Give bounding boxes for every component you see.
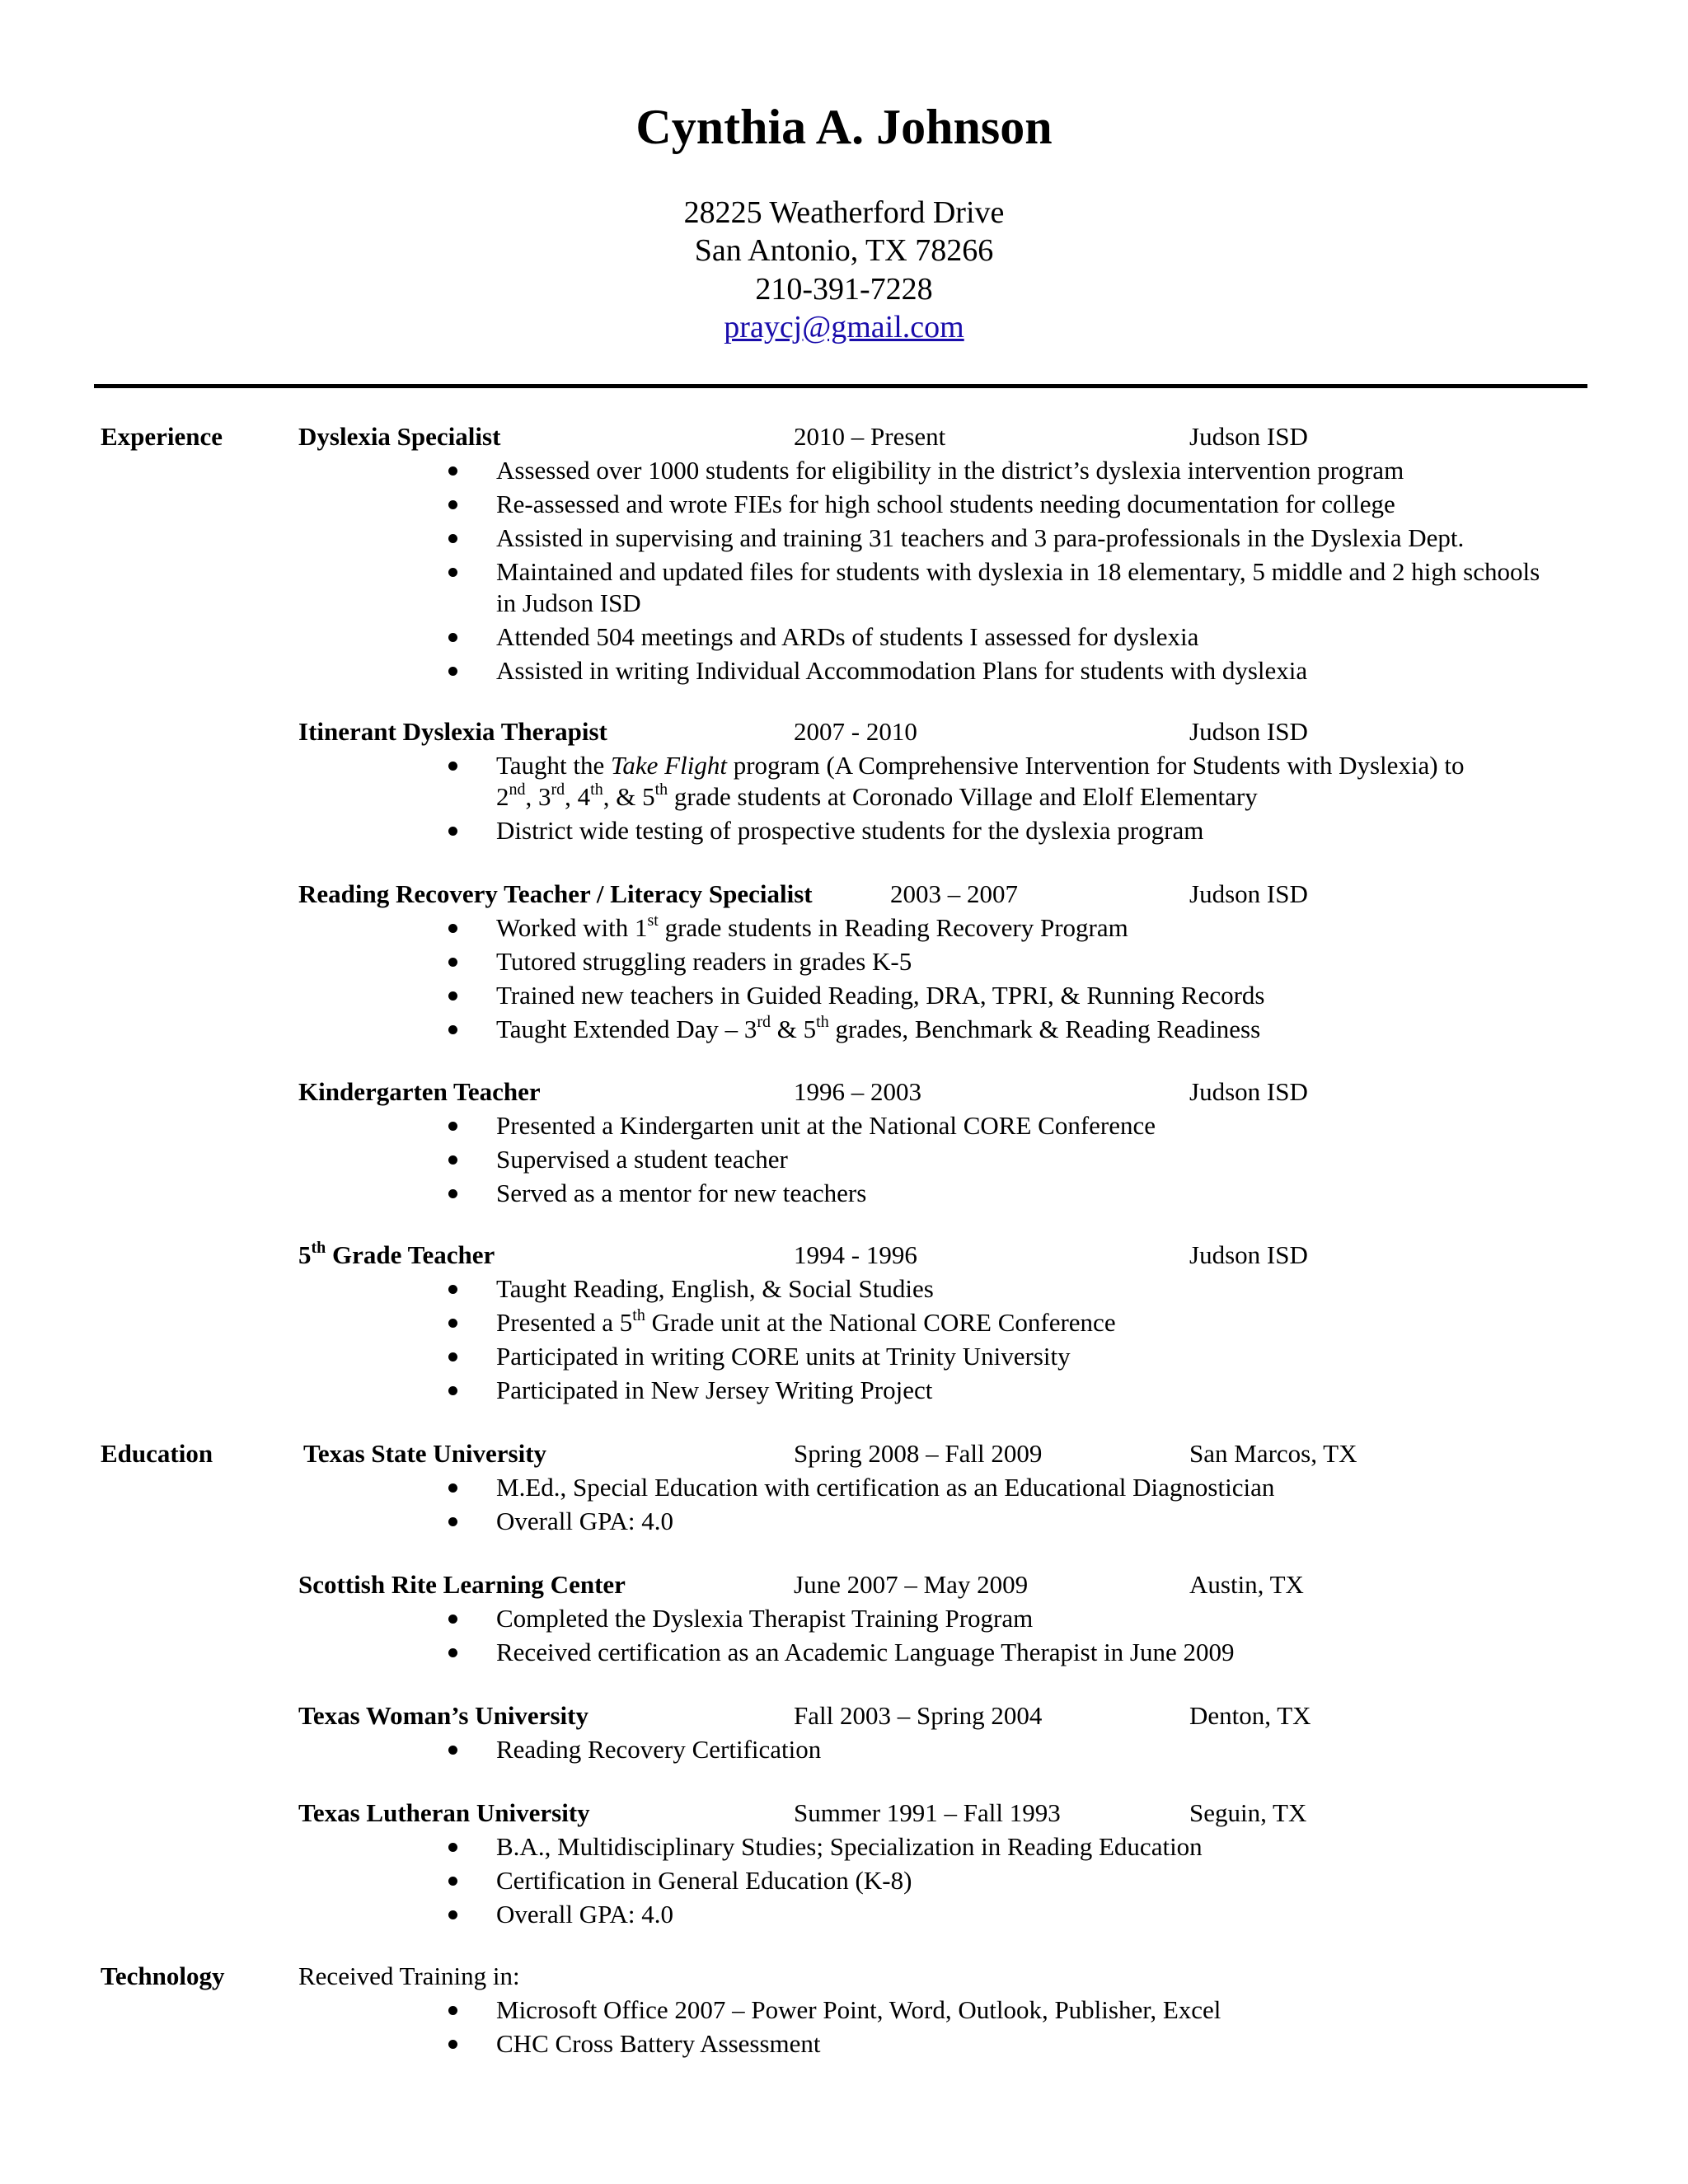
school-name: Scottish Rite Learning Center [298, 1570, 626, 1599]
bullet-icon [448, 958, 457, 967]
bullet-item: CHC Cross Battery Assessment [0, 2028, 1688, 2060]
bullet-icon [448, 1122, 457, 1131]
bullet-item: Participated in writing CORE units at Trinity University [0, 1341, 1688, 1372]
bullet-item: M.Ed., Special Education with certification as an Educational Diagnostician [0, 1472, 1688, 1503]
bullet-item: Re-assessed and wrote FIEs for high school students needing documentation for college [0, 489, 1688, 520]
school-location: Seguin, TX [1189, 1798, 1307, 1827]
school-name: Texas Woman’s University [298, 1701, 588, 1730]
job-bullets [0, 1110, 1688, 1212]
school-location: Austin, TX [1189, 1570, 1304, 1599]
bullet-icon [448, 1483, 457, 1493]
section-label-education: Education [101, 1439, 213, 1468]
bullet-item: Reading Recovery Certification [0, 1734, 1688, 1765]
bullet-item: Received certification as an Academic Language Therapist in June 2009 [0, 1637, 1688, 1668]
bullet-icon [448, 534, 457, 543]
bullet-icon [448, 827, 457, 836]
bullet-icon [448, 1746, 457, 1755]
school-dates: Fall 2003 – Spring 2004 [794, 1701, 1043, 1730]
bullet-item: District wide testing of prospective students for the dyslexia program [0, 815, 1688, 846]
bullet-icon [448, 1285, 457, 1294]
job-employer: Judson ISD [1189, 879, 1308, 908]
job-bullets [0, 1273, 1688, 1408]
bullet-icon [448, 568, 457, 577]
school-name: Texas Lutheran University [298, 1798, 590, 1827]
bullet-icon [448, 1910, 457, 1919]
bullet-icon [448, 1517, 457, 1526]
school-bullets [0, 1603, 1688, 1671]
job-title: Kindergarten Teacher [298, 1077, 541, 1106]
school-dates: Spring 2008 – Fall 2009 [794, 1439, 1043, 1468]
bullet-item: Tutored struggling readers in grades K-5 [0, 946, 1688, 977]
job-title: 5th Grade Teacher [298, 1238, 495, 1269]
bullet-item: Trained new teachers in Guided Reading, DRA, TPRI, & Running Records [0, 980, 1688, 1011]
job-employer: Judson ISD [1189, 1077, 1308, 1106]
bullet-icon [448, 1025, 457, 1034]
bullet-icon [448, 762, 457, 771]
bullet-icon [448, 633, 457, 642]
bullet-item: Served as a mentor for new teachers [0, 1178, 1688, 1209]
bullet-item: Worked with 1st grade students in Reading Recovery Program [0, 912, 1688, 944]
bullet-item: Supervised a student teacher [0, 1144, 1688, 1175]
bullet-icon [448, 1843, 457, 1852]
school-dates: June 2007 – May 2009 [794, 1570, 1029, 1599]
job-employer: Judson ISD [1189, 422, 1308, 451]
bullet-item: Taught Reading, English, & Social Studies [0, 1273, 1688, 1305]
bullet-item: Assisted in writing Individual Accommodation Plans for students with dyslexia [0, 655, 1688, 687]
school-bullets [0, 1472, 1688, 1540]
job-dates: 1996 – 2003 [794, 1077, 921, 1106]
bullet-item: Taught the Take Flight program (A Comprehensive Intervention for Students with Dyslexia) to 2nd, 3rd, 4th, & 5th grade students at Coronado Village and Elolf Elementary [0, 750, 1688, 813]
bullet-item: Maintained and updated files for students with dyslexia in 18 elementary, 5 middle and 2 high schools in Judson ISD [0, 556, 1688, 619]
bullet-icon [448, 667, 457, 676]
bullet-item: Microsoft Office 2007 – Power Point, Word, Outlook, Publisher, Excel [0, 1994, 1688, 2026]
bullet-icon [448, 1386, 457, 1395]
bullet-item: Assessed over 1000 students for eligibility in the district’s dyslexia intervention program [0, 455, 1688, 486]
email-row [0, 308, 1688, 346]
bullet-item: Overall GPA: 4.0 [0, 1899, 1688, 1930]
job-dates: 2003 – 2007 [890, 879, 1018, 908]
technology-intro: Received Training in: [298, 1961, 520, 1990]
bullet-item: Certification in General Education (K-8) [0, 1865, 1688, 1896]
job-employer: Judson ISD [1189, 1240, 1308, 1269]
job-bullets [0, 750, 1688, 849]
bullet-icon [448, 2040, 457, 2049]
bullet-icon [448, 1352, 457, 1361]
bullet-item: Assisted in supervising and training 31 teachers and 3 para-professionals in the Dyslexia Dept. [0, 523, 1688, 554]
school-name: Texas State University [303, 1439, 547, 1468]
bullet-icon [448, 500, 457, 509]
job-bullets [0, 912, 1688, 1047]
job-dates: 2010 – Present [794, 422, 946, 451]
bullet-item: Completed the Dyslexia Therapist Training Program [0, 1603, 1688, 1634]
bullet-icon [448, 1615, 457, 1624]
bullet-icon [448, 924, 457, 933]
school-bullets [0, 1831, 1688, 1933]
job-title: Dyslexia Specialist [298, 422, 501, 451]
candidate-name: Cynthia A. Johnson [635, 100, 1053, 154]
bullet-icon [448, 1877, 457, 1886]
section-label-technology: Technology [101, 1961, 225, 1990]
bullet-item: Presented a 5th Grade unit at the National CORE Conference [0, 1307, 1688, 1338]
header-divider [94, 384, 1587, 388]
address-line-2: San Antonio, TX 78266 [694, 233, 994, 268]
job-title: Reading Recovery Teacher / Literacy Specialist [298, 879, 813, 908]
school-location: San Marcos, TX [1189, 1439, 1357, 1468]
job-title: Itinerant Dyslexia Therapist [298, 717, 607, 746]
bullet-item: Participated in New Jersey Writing Project [0, 1375, 1688, 1406]
bullet-item: Overall GPA: 4.0 [0, 1506, 1688, 1537]
bullet-icon [448, 466, 457, 476]
bullet-item: B.A., Multidisciplinary Studies; Specialization in Reading Education [0, 1831, 1688, 1863]
bullet-icon [448, 1319, 457, 1328]
bullet-icon [448, 2006, 457, 2015]
section-label-experience: Experience [101, 422, 223, 451]
phone-number: 210-391-7228 [755, 272, 933, 307]
bullet-icon [448, 991, 457, 1001]
bullet-item: Presented a Kindergarten unit at the National CORE Conference [0, 1110, 1688, 1141]
technology-bullets [0, 1994, 1688, 2062]
email-link[interactable]: praycj@gmail.com [724, 310, 964, 344]
job-dates: 2007 - 2010 [794, 717, 917, 746]
job-dates: 1994 - 1996 [794, 1240, 917, 1269]
bullet-icon [448, 1648, 457, 1657]
bullet-item: Attended 504 meetings and ARDs of students I assessed for dyslexia [0, 621, 1688, 653]
bullet-item: Taught Extended Day – 3rd & 5th grades, Benchmark & Reading Readiness [0, 1014, 1688, 1045]
school-dates: Summer 1991 – Fall 1993 [794, 1798, 1061, 1827]
school-bullets [0, 1734, 1688, 1768]
address-line-1: 28225 Weatherford Drive [683, 195, 1005, 230]
job-bullets [0, 455, 1688, 689]
school-location: Denton, TX [1189, 1701, 1311, 1730]
job-employer: Judson ISD [1189, 717, 1308, 746]
bullet-icon [448, 1189, 457, 1198]
bullet-icon [448, 1155, 457, 1165]
